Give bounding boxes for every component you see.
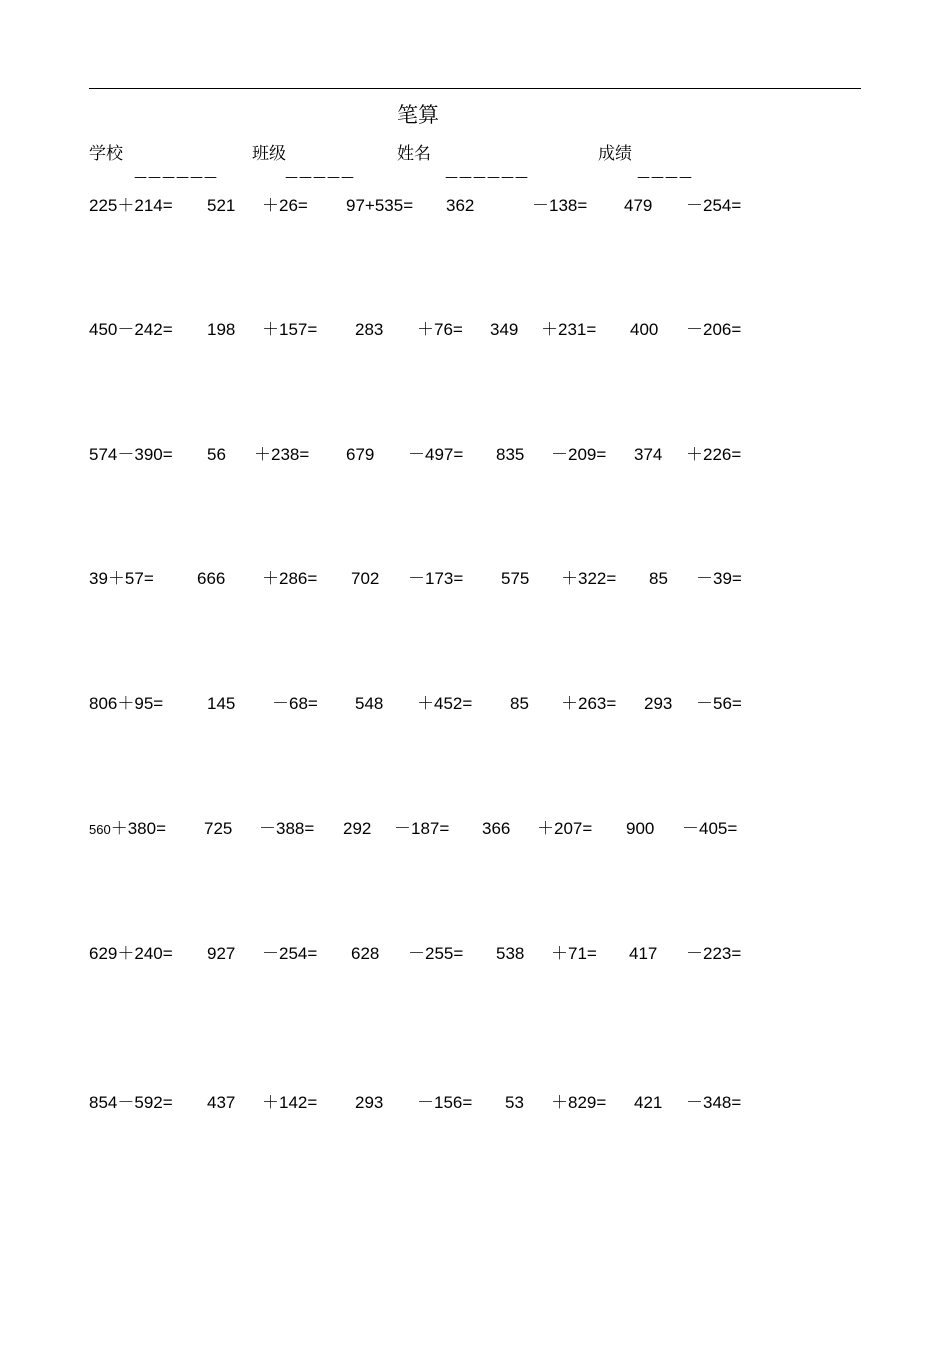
problem-cell: 421	[634, 1093, 663, 1112]
problem-cell: 39＋57=	[89, 569, 154, 588]
problem-cell: ＋452=	[417, 694, 473, 713]
problem-cell: 666	[197, 569, 226, 588]
problem-cell: －206=	[686, 320, 742, 339]
problem-cell: ＋231=	[541, 320, 597, 339]
problem-cell: 806＋95=	[89, 694, 164, 713]
problem-cell	[89, 818, 166, 841]
problem-cell: 53	[505, 1093, 524, 1112]
name-label: 姓名	[397, 144, 431, 164]
problem-cell: 366	[482, 819, 511, 838]
problem-cell: －497=	[408, 445, 464, 464]
problem-cell: 628	[351, 944, 380, 963]
problem-cell: 198	[207, 320, 236, 339]
problem-cell: 85	[510, 694, 529, 713]
problem-cell: ＋263=	[561, 694, 617, 713]
problem-cell: 437	[207, 1093, 236, 1112]
problem-cell: 548	[355, 694, 384, 713]
problem-cell: 417	[629, 944, 658, 963]
problem-cell: 374	[634, 445, 663, 464]
problem-cell-prefix: 560	[89, 822, 111, 837]
problem-cell: ＋26=	[262, 196, 308, 215]
class-blank: —————	[285, 170, 355, 185]
page-title: 笔算	[397, 103, 439, 127]
problem-cell: ＋207=	[537, 819, 593, 838]
problem-cell: －209=	[551, 445, 607, 464]
problem-cell: ＋71=	[551, 944, 597, 963]
score-label: 成绩	[598, 144, 632, 164]
problem-cell: －173=	[408, 569, 464, 588]
problem-cell: 574－390=	[89, 445, 173, 464]
problem-cell: 292	[343, 819, 372, 838]
name-blank: ——————	[445, 170, 529, 185]
problem-cell: 283	[355, 320, 384, 339]
problem-cell: 835	[496, 445, 525, 464]
problem-cell: 702	[351, 569, 380, 588]
problem-cell: 97+535=	[346, 196, 414, 215]
problem-cell: ＋322=	[561, 569, 617, 588]
problem-cell: 85	[649, 569, 668, 588]
problem-cell: ＋142=	[262, 1093, 318, 1112]
problem-cell: 293	[644, 694, 673, 713]
problem-cell: －348=	[686, 1093, 742, 1112]
problem-cell: －405=	[682, 819, 738, 838]
problem-cell: 349	[490, 320, 519, 339]
problem-cell: －68=	[272, 694, 318, 713]
problem-cell: 679	[346, 445, 375, 464]
problem-cell: －255=	[408, 944, 464, 963]
problem-cell: 479	[624, 196, 653, 215]
problem-cell: 362	[446, 196, 475, 215]
problem-cell: ＋226=	[686, 445, 742, 464]
problem-cell: 725	[204, 819, 233, 838]
problem-cell: 538	[496, 944, 525, 963]
top-rule	[89, 88, 861, 89]
problem-cell: 145	[207, 694, 236, 713]
problem-cell: ＋238=	[254, 445, 310, 464]
problem-cell: 225＋214=	[89, 196, 173, 215]
problem-cell: 56	[207, 445, 226, 464]
school-blank: ——————	[134, 170, 218, 185]
problem-cell: －254=	[262, 944, 318, 963]
score-blank: ————	[637, 170, 693, 185]
problem-cell: －156=	[417, 1093, 473, 1112]
problem-cell: 575	[501, 569, 530, 588]
problem-cell: －138=	[532, 196, 588, 215]
problem-cell: ＋157=	[262, 320, 318, 339]
problem-cell: ＋76=	[417, 320, 463, 339]
problem-cell: 927	[207, 944, 236, 963]
problem-cell: 400	[630, 320, 659, 339]
problem-cell: 854－592=	[89, 1093, 173, 1112]
problem-cell: 521	[207, 196, 236, 215]
school-label: 学校	[89, 144, 123, 164]
problem-cell: ＋286=	[262, 569, 318, 588]
problem-cell: 450－242=	[89, 320, 173, 339]
problem-cell-suffix: ＋380=	[110, 819, 166, 838]
problem-cell: 900	[626, 819, 655, 838]
class-label: 班级	[252, 144, 286, 164]
problem-cell: －39=	[696, 569, 742, 588]
problem-cell: －254=	[686, 196, 742, 215]
problem-cell: －187=	[394, 819, 450, 838]
problem-cell: 629＋240=	[89, 944, 173, 963]
problem-cell: －388=	[259, 819, 315, 838]
problem-cell: －56=	[696, 694, 742, 713]
problem-cell: 293	[355, 1093, 384, 1112]
problem-cell: －223=	[686, 944, 742, 963]
problem-cell: ＋829=	[551, 1093, 607, 1112]
